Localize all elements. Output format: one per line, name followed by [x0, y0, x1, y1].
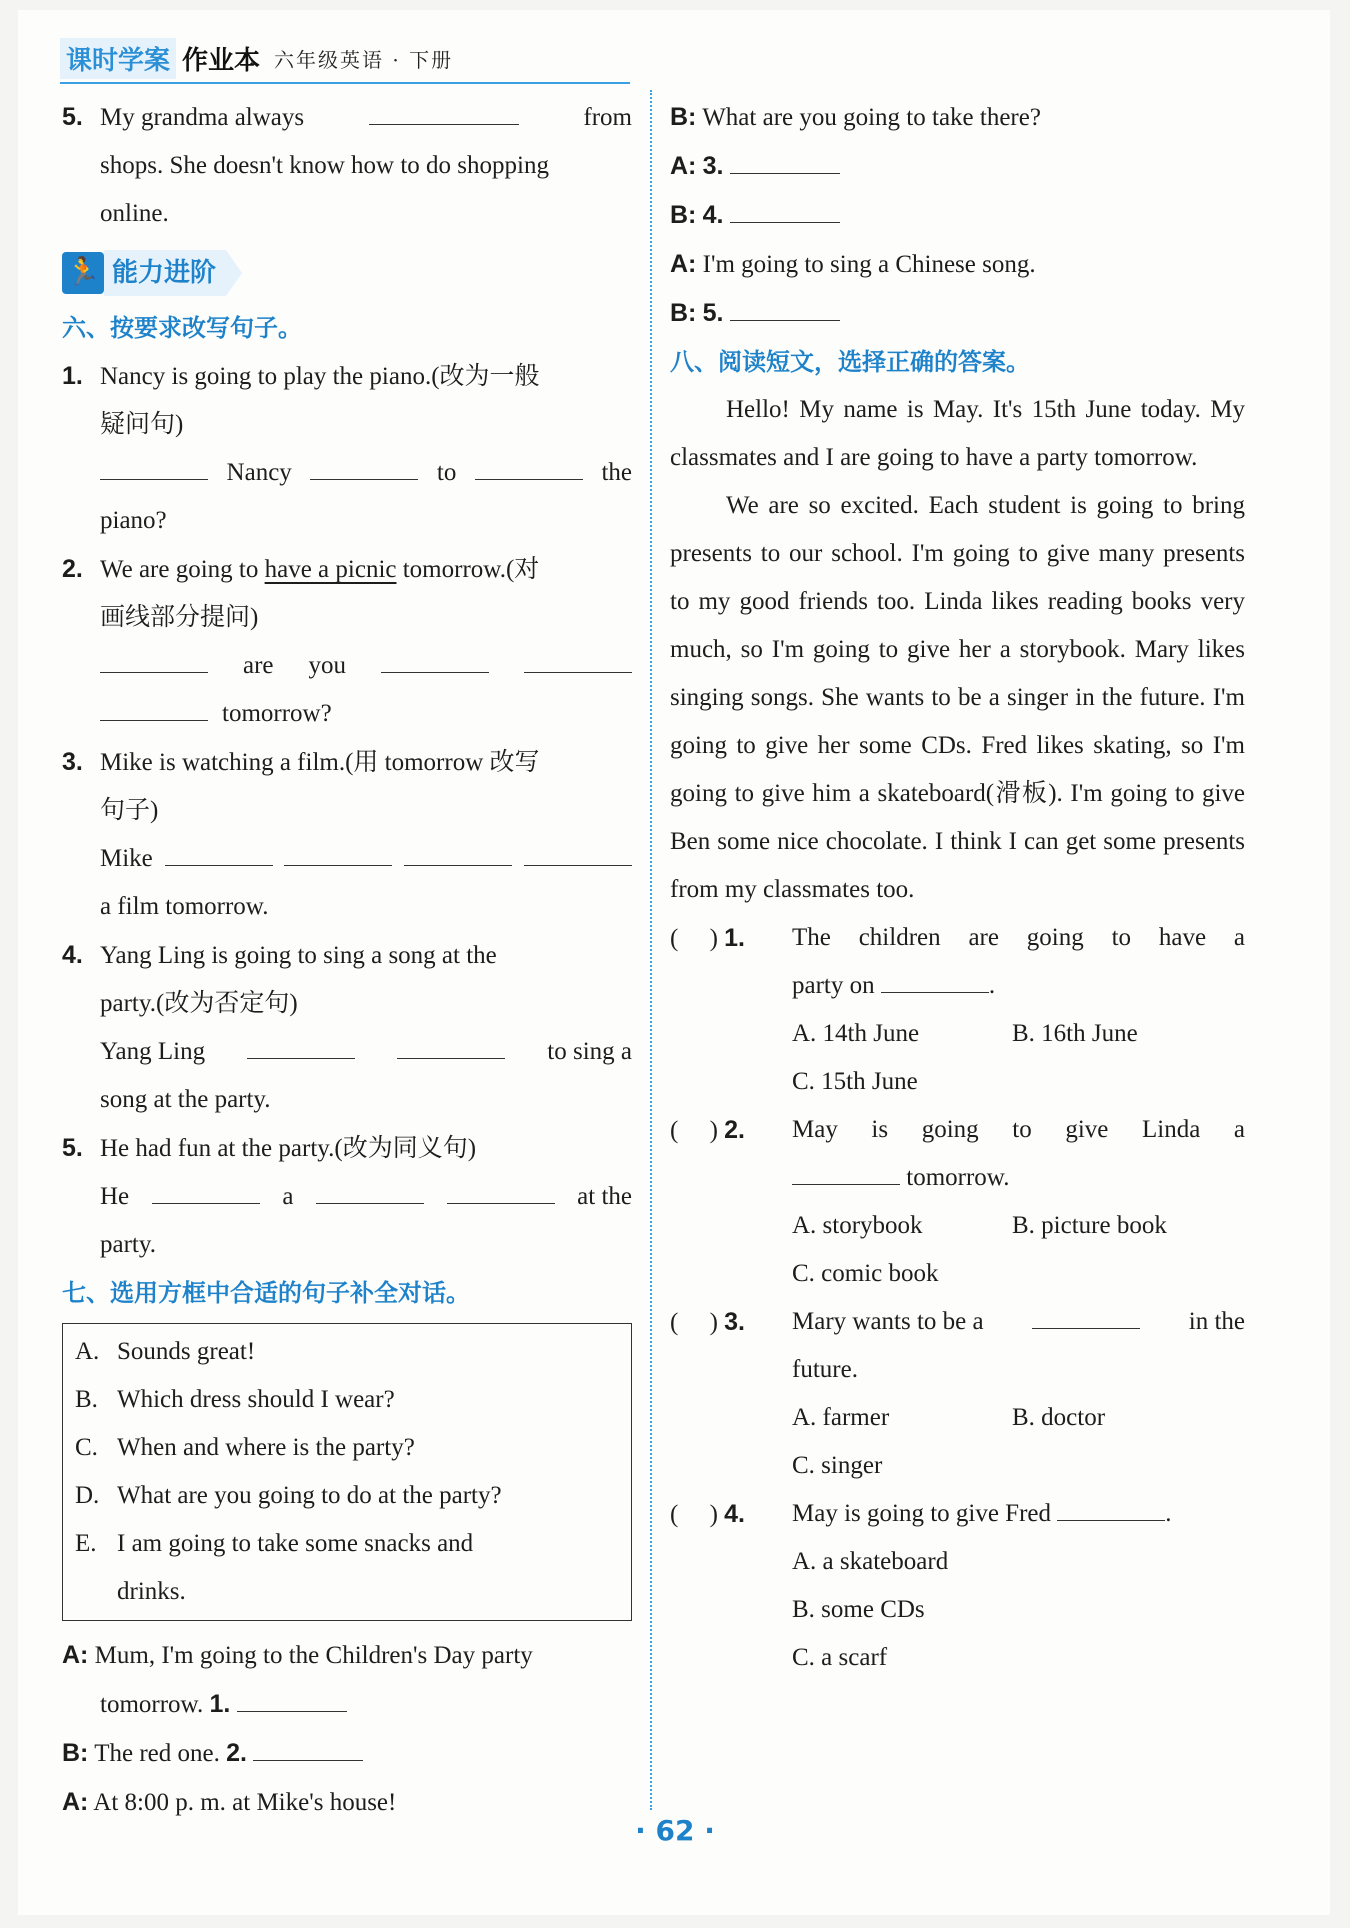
passage-paragraph: Hello! My name is May. It's 15th June today. My classmates and I are going to have a party tomorrow. [670, 396, 1245, 471]
answer-blank[interactable] [310, 449, 418, 480]
option-b[interactable]: B. some CDs [792, 1596, 925, 1623]
question-number: 3. [62, 748, 83, 776]
speaker-label: A: [62, 1788, 89, 1816]
question-text: May is going to give Fred [792, 1500, 1052, 1527]
dialog-line [62, 1631, 632, 1680]
exercise-line [62, 93, 632, 142]
answer-word: you [308, 652, 346, 679]
left-column [62, 93, 632, 1827]
answer-blank[interactable] [381, 642, 489, 673]
question-text: tomorrow. [906, 1164, 1010, 1191]
question-number: 4. [724, 1500, 746, 1528]
answer-paren[interactable]: ( ) [670, 925, 718, 952]
answer-word: Yang Ling [100, 1038, 206, 1065]
dialog-line [670, 289, 1245, 338]
speaker-label: B: [670, 299, 697, 327]
answer-blank[interactable] [100, 690, 208, 721]
passage-paragraph: We are so excited. Each student is going to bring presents to our school. I'm going to give many presents to my good friends too. Linda likes reading books very much, so I'm going to give her a storybook. Mary likes singing songs. She wants to be a singer in the future. I'm going to give her some CDs. Fred likes skating, so I'm going to give him a skateboard(滑板). I'm going to give Ben some nice chocolate. I think I can get some presents from my classmates too. [670, 492, 1245, 903]
question-number: 2. [62, 555, 83, 583]
question-text: party on [792, 972, 875, 999]
option-text: I am going to take some snacks and [117, 1530, 474, 1557]
page-header [60, 38, 453, 78]
page-number: · 62 · [635, 1814, 715, 1847]
box-option [75, 1424, 619, 1472]
question-6-1 [62, 352, 632, 545]
answer-word: Nancy [226, 459, 292, 486]
blank-number: 3. [702, 152, 724, 180]
question-6-5 [62, 1124, 632, 1269]
box-option [75, 1328, 619, 1376]
answer-word: a [282, 1183, 294, 1210]
question-number: 4. [62, 941, 83, 969]
answer-word: He [100, 1183, 130, 1210]
answer-blank[interactable] [369, 94, 519, 125]
blank-number: 4. [702, 201, 724, 229]
answer-blank[interactable] [100, 449, 208, 480]
question-text: . [1165, 1500, 1172, 1527]
question-text: future. [792, 1356, 858, 1383]
answer-blank[interactable] [165, 835, 273, 866]
dialog-line [670, 191, 1245, 240]
answer-line [62, 642, 632, 690]
answer-word: a film tomorrow. [100, 893, 269, 920]
speaker-label: A: [62, 1641, 89, 1669]
book-title: 作业本 [182, 45, 261, 76]
option-key: D. [75, 1482, 100, 1509]
answer-blank[interactable] [524, 835, 632, 866]
answer-blank[interactable] [475, 449, 583, 480]
option-b[interactable]: B. doctor [1012, 1404, 1106, 1431]
answer-blank[interactable] [152, 1173, 260, 1204]
option-b[interactable]: B. picture book [1012, 1212, 1167, 1239]
answer-blank[interactable] [100, 642, 208, 673]
answer-word: party. [100, 1231, 156, 1258]
speaker-label: B: [670, 103, 697, 131]
dialog-line [670, 93, 1245, 142]
option-text: What are you going to do at the party? [117, 1482, 502, 1509]
question-number: 1. [62, 362, 83, 390]
option-text: Sounds great! [117, 1338, 256, 1365]
reading-question [670, 1106, 1245, 1298]
box-option [75, 1520, 619, 1568]
option-a[interactable]: A. storybook [792, 1212, 923, 1239]
answer-word: tomorrow? [222, 700, 332, 727]
question-text: tomorrow.(对 [402, 556, 540, 583]
option-b[interactable]: B. 16th June [1012, 1020, 1138, 1047]
right-column [670, 93, 1245, 1682]
answer-blank[interactable] [881, 962, 989, 993]
question-text: Mary wants to be a [792, 1308, 984, 1335]
option-a[interactable]: A. farmer [792, 1404, 890, 1431]
question-text: online. [100, 200, 169, 227]
answer-blank[interactable] [316, 1173, 424, 1204]
dialog-text: I'm going to sing a Chinese song. [702, 251, 1036, 278]
column-divider [650, 90, 652, 1810]
answer-line [62, 1028, 632, 1076]
answer-blank[interactable] [237, 1681, 347, 1712]
answer-blank[interactable] [284, 835, 392, 866]
answer-word: song at the party. [100, 1086, 271, 1113]
question-text: party.(改为否定句) [100, 990, 298, 1017]
header-rule [60, 82, 630, 84]
speaker-label: A: [670, 250, 697, 278]
option-key: B. [75, 1386, 98, 1413]
question-text: Mike is watching a film.(用 tomorrow 改写 [100, 749, 540, 776]
option-c[interactable]: C. 15th June [792, 1068, 918, 1095]
option-c[interactable]: C. a scarf [792, 1644, 888, 1671]
question-number: 2. [724, 1116, 746, 1144]
grade-label: 六年级英语 · 下册 [274, 47, 454, 72]
question-text: 疑问句) [100, 411, 184, 438]
question-text: We are going to [100, 556, 259, 583]
running-person-icon: 🏃 [62, 252, 104, 294]
section-title-7: 七、选用方框中合适的句子补全对话。 [62, 1279, 470, 1307]
dialog-text: tomorrow. [100, 1691, 204, 1718]
option-text: Which dress should I wear? [117, 1386, 395, 1413]
answer-paren[interactable]: ( ) [670, 1117, 718, 1144]
question-6-4 [62, 931, 632, 1124]
option-a[interactable]: A. a skateboard [792, 1548, 949, 1575]
answer-blank[interactable] [730, 143, 840, 174]
answer-word: the [601, 459, 632, 486]
answer-blank[interactable] [404, 835, 512, 866]
dialog-line [670, 142, 1245, 191]
reading-question [670, 1298, 1245, 1490]
answer-paren[interactable]: ( ) [670, 1309, 718, 1336]
answer-word: to [436, 459, 457, 486]
answer-word: at the [577, 1183, 632, 1210]
question-number: 3. [724, 1308, 746, 1336]
question-text: 画线部分提问) [100, 604, 259, 631]
question-number: 5. [62, 1134, 83, 1162]
question-text: Yang Ling is going to sing a song at the [100, 942, 497, 969]
answer-line [62, 690, 632, 738]
question-text: 句子) [100, 797, 159, 824]
question-text: from [583, 104, 632, 131]
answer-blank[interactable] [730, 192, 840, 223]
dialog-line [670, 240, 1245, 289]
answer-line [62, 1173, 632, 1221]
reading-passage [670, 386, 1245, 914]
option-box [62, 1323, 632, 1621]
answer-blank[interactable] [524, 642, 632, 673]
question-6-3 [62, 738, 632, 931]
answer-blank[interactable] [247, 1028, 355, 1059]
question-text: He had fun at the party.(改为同义句) [100, 1135, 477, 1162]
answer-word: piano? [100, 507, 167, 534]
dialog-text: Mum, I'm going to the Children's Day party [94, 1642, 533, 1669]
box-option [75, 1376, 619, 1424]
option-text: When and where is the party? [117, 1434, 415, 1461]
question-text: in the [1188, 1308, 1245, 1335]
blank-number: 2. [226, 1739, 247, 1767]
arrow-icon [226, 250, 242, 296]
question-text: The children are going to have a [792, 924, 1245, 951]
section-title-6: 六、按要求改写句子。 [62, 314, 302, 342]
speaker-label: B: [62, 1739, 89, 1767]
answer-line [62, 449, 632, 497]
answer-word: to sing a [547, 1038, 632, 1065]
question-text: . [988, 972, 996, 999]
answer-line [62, 835, 632, 883]
option-key: E. [75, 1530, 97, 1557]
option-key: A. [75, 1338, 100, 1365]
question-text: shops. She doesn't know how to do shopping [100, 152, 549, 179]
answer-blank[interactable] [253, 1730, 363, 1761]
box-option [75, 1472, 619, 1520]
reading-question [670, 914, 1245, 1106]
question-text: My grandma always [100, 104, 305, 131]
answer-paren[interactable]: ( ) [670, 1501, 718, 1528]
underlined-phrase: have a picnic [264, 556, 397, 583]
question-number: 1. [724, 924, 746, 952]
dialog-text: The red one. [94, 1740, 220, 1767]
blank-number: 5. [702, 299, 724, 327]
option-a[interactable]: A. 14th June [792, 1020, 920, 1047]
reading-question [670, 1490, 1245, 1682]
dialog-text: What are you going to take there? [702, 104, 1041, 131]
answer-blank[interactable] [1032, 1298, 1140, 1329]
brand-label: 课时学案 [60, 38, 176, 79]
answer-word: are [242, 652, 274, 679]
answer-blank[interactable] [447, 1173, 555, 1204]
blank-number: 1. [209, 1690, 231, 1718]
question-text: May is going to give Linda a [792, 1116, 1245, 1143]
answer-word: Mike [100, 845, 153, 872]
speaker-label: B: [670, 201, 697, 229]
dialog-text: At 8:00 p. m. at Mike's house! [93, 1789, 397, 1816]
speaker-label: A: [670, 152, 697, 180]
section-title-8: 八、阅读短文，选择正确的答案。 [670, 348, 1030, 376]
dialog-line [62, 1729, 632, 1778]
dialog-line [62, 1680, 632, 1729]
ability-banner [62, 248, 632, 298]
ability-title: 能力进阶 [104, 250, 226, 296]
answer-blank[interactable] [792, 1154, 900, 1185]
option-text: drinks. [117, 1578, 186, 1605]
option-key: C. [75, 1434, 98, 1461]
answer-blank[interactable] [397, 1028, 505, 1059]
answer-blank[interactable] [1057, 1490, 1165, 1521]
answer-blank[interactable] [730, 290, 840, 321]
question-text: Nancy is going to play the piano.(改为一般 [100, 363, 540, 390]
option-c[interactable]: C. singer [792, 1452, 883, 1479]
option-c[interactable]: C. comic book [792, 1260, 939, 1287]
question-number: 5. [62, 103, 83, 131]
question-6-2 [62, 545, 632, 738]
